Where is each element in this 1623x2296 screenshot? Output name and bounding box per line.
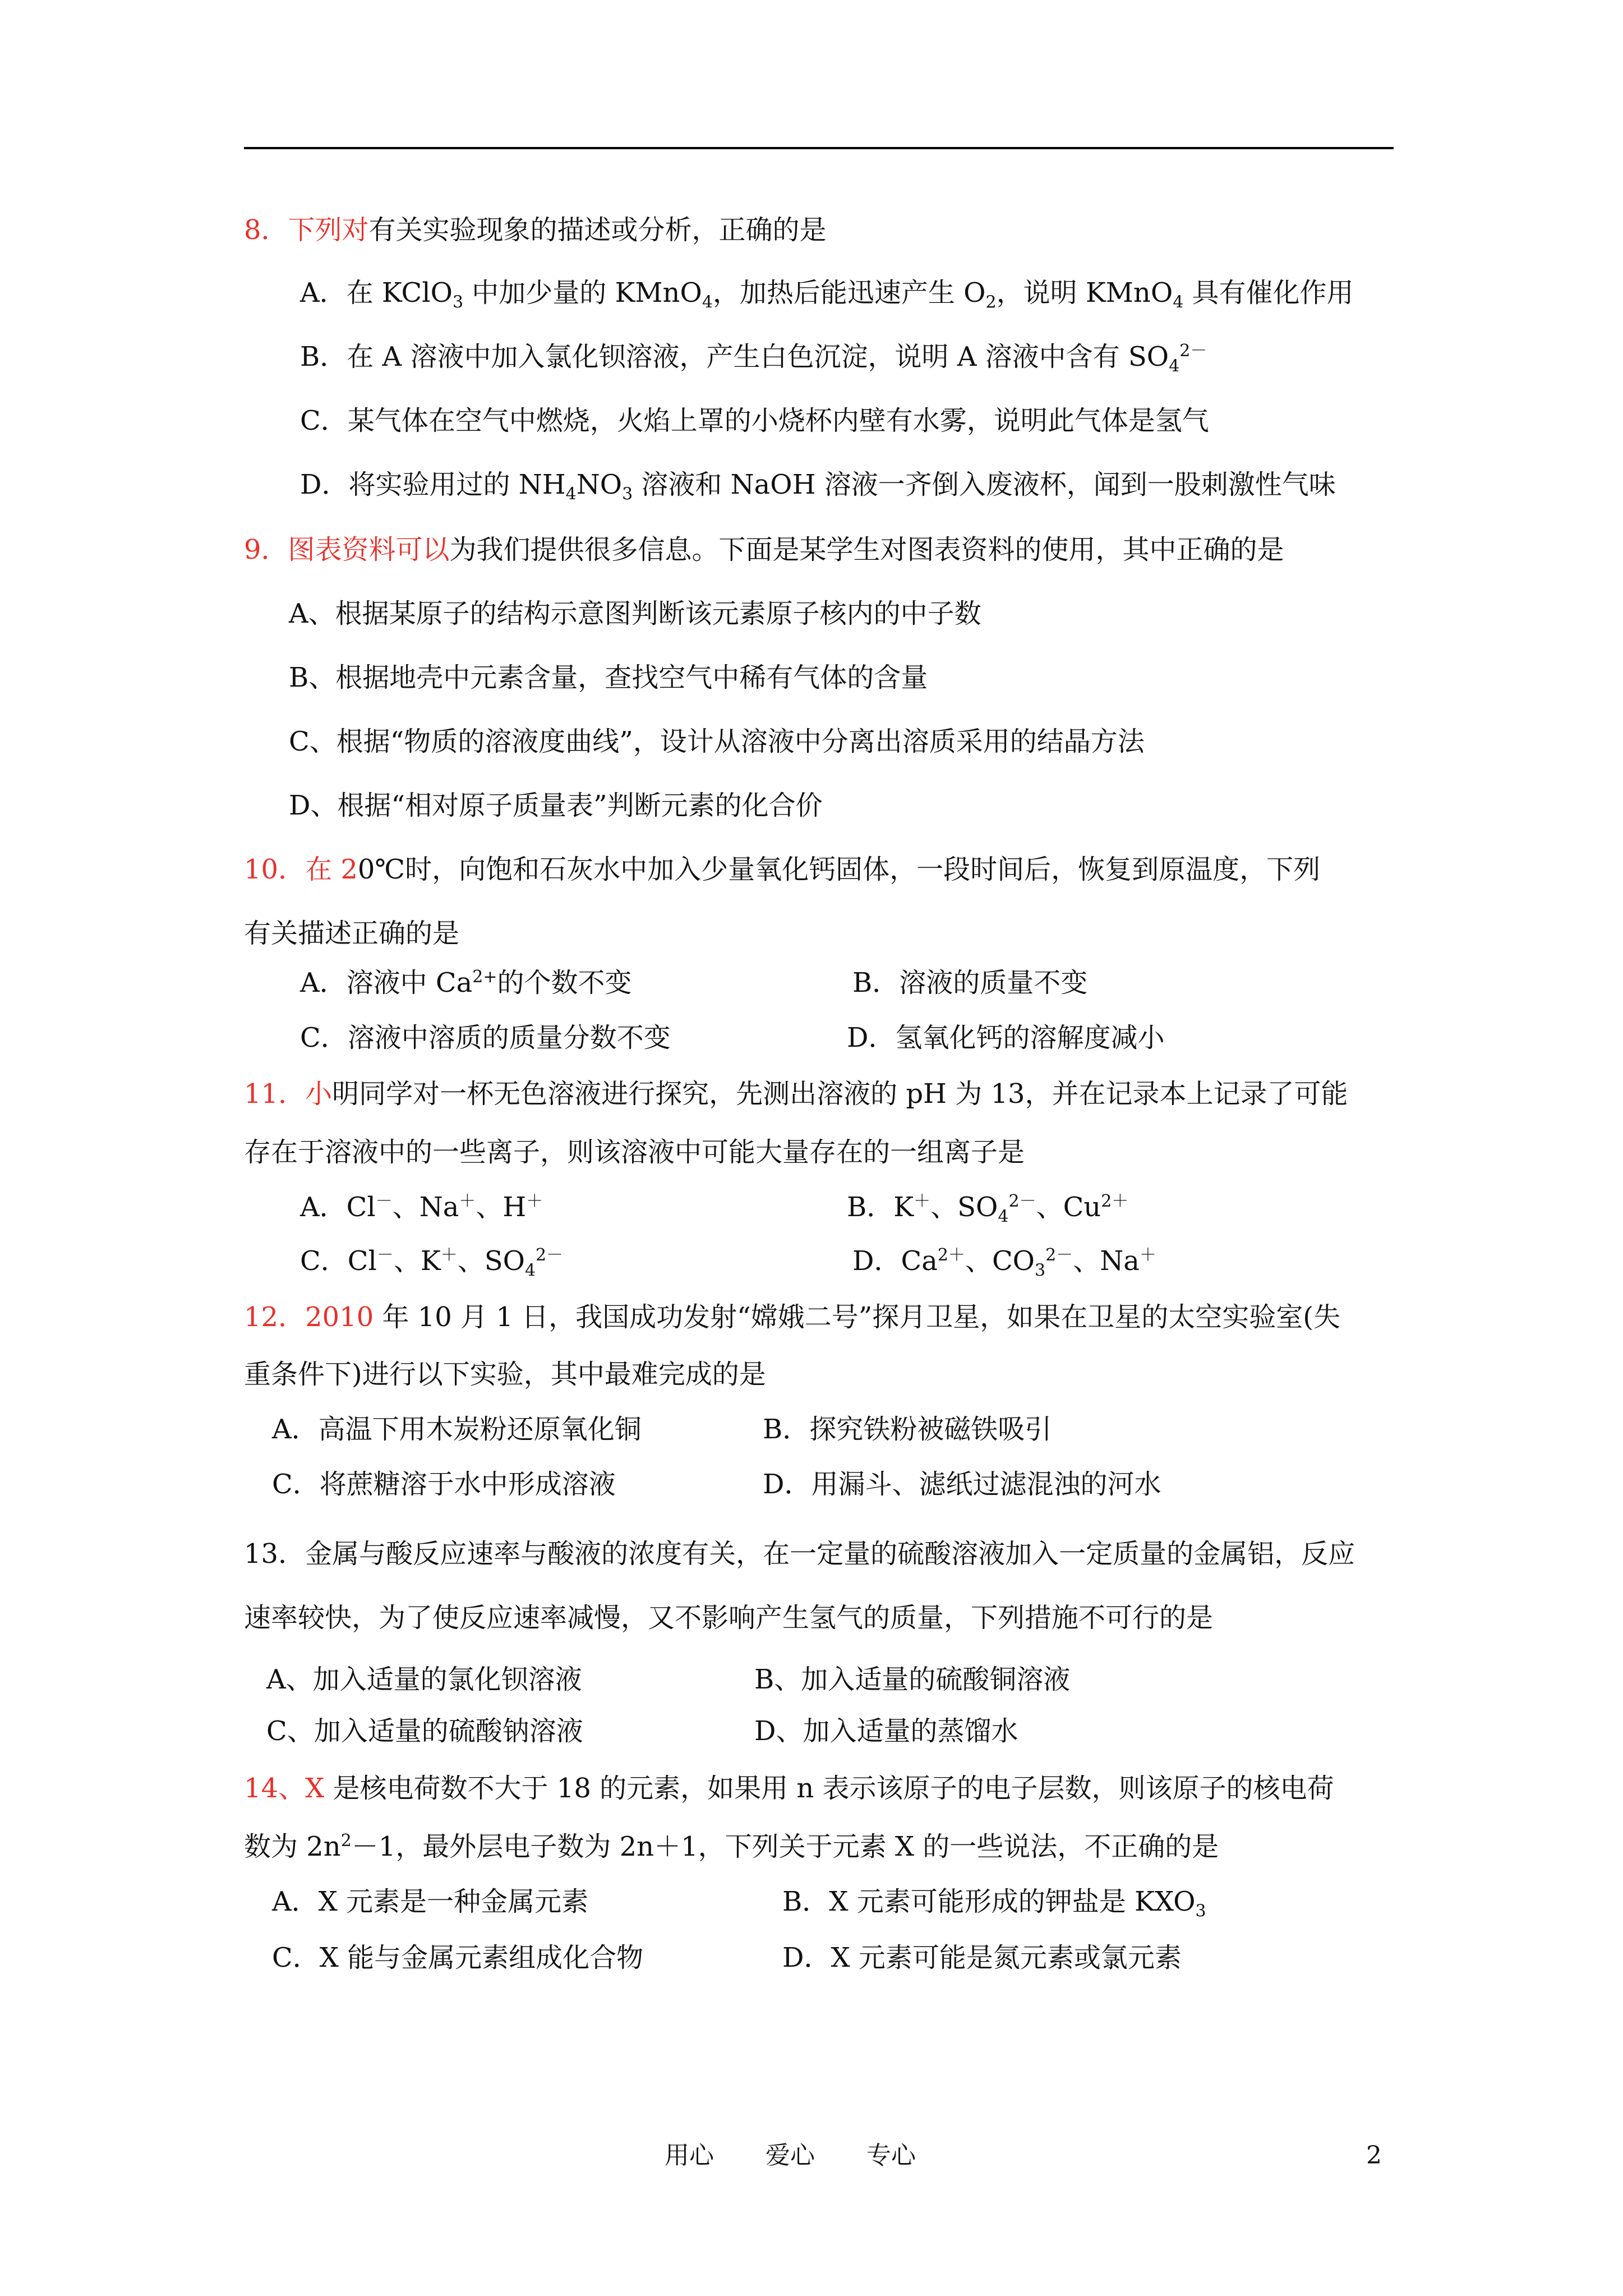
q8-option-d: D．将实验用过的 $NH_4NO_3$ 溶液和 NaOH 溶液一齐倒入废液杯，闻到一股刺激性气味 xyxy=(300,469,1336,504)
q10-option-d: D．氢氧化钙的溶解度减小 xyxy=(847,1022,1165,1053)
footer-text-left: 用心 xyxy=(665,2141,714,2170)
q10-option-c: C．溶液中溶质的质量分数不变 xyxy=(300,1022,671,1053)
q9-option-d: D、根据“相对原子质量表”判断元素的化合价 xyxy=(289,790,823,821)
q12-option-a: A．高温下用木炭粉还原氧化铜 xyxy=(272,1414,642,1445)
q9-option-b: B、根据地壳中元素含量，查找空气中稀有气体的含量 xyxy=(289,662,928,693)
q13-stem-line2: 速率较快，为了使反应速率减慢，又不影响产生氢气的质量，下列措施不可行的是 xyxy=(244,1602,1214,1634)
q10-option-b: B．溶液的质量不变 xyxy=(852,967,1088,999)
q11-option-d: D．$Ca^{2+}$、$CO_3^{2-}$、Na＋ xyxy=(852,1245,1156,1281)
q14-stem-line1: 14、X 是核电荷数不大于 18 的元素，如果用 n 表示该原子的电子层数，则该原子的核电荷 xyxy=(244,1773,1334,1804)
q11-option-c: C．Cl－、K＋、$SO_4^{2-}$ xyxy=(300,1245,564,1281)
q14-stem-line2: 数为 $2n^2-1$，最外层电子数为 2n＋1，下列关于元素 X 的一些说法，不正确的是 xyxy=(244,1831,1219,1862)
q9-option-a: A、根据某原子的结构示意图判断该元素原子核内的中子数 xyxy=(289,598,981,629)
q10-stem-line1: 10．在 20℃时，向饱和石灰水中加入少量氧化钙固体，一段时间后，恢复到原温度，下列 xyxy=(244,854,1321,885)
q8-option-c: C．某气体在空气中燃烧，火焰上罩的小烧杯内壁有水雾，说明此气体是氢气 xyxy=(300,405,1209,436)
q13-stem-line1: 13．金属与酸反应速率与酸液的浓度有关，在一定量的硫酸溶液加入一定质量的金属铝，反应 xyxy=(244,1538,1355,1570)
q9-option-c: C、根据“物质的溶液度曲线”，设计从溶液中分离出溶质采用的结晶方法 xyxy=(289,726,1145,757)
q14-option-d: D．X 元素可能是氮元素或氯元素 xyxy=(782,1942,1182,1973)
q8-option-a: A．在 KClO$_3$ 中加少量的 KMnO$_4$，加热后能迅速产生 $O_2$，说明 KMnO$_4$ 具有催化作用 xyxy=(300,277,1354,312)
q13-option-a: A、加入适量的氯化钡溶液 xyxy=(266,1664,582,1695)
q9-stem: 9．图表资料可以为我们提供很多信息。下面是某学生对图表资料的使用，其中正确的是 xyxy=(244,534,1284,565)
header-rule xyxy=(244,147,1394,149)
footer-text-right: 专心 xyxy=(866,2141,916,2170)
q12-option-c: C．将蔗糖溶于水中形成溶液 xyxy=(272,1469,616,1500)
q8-option-b: B．在 A 溶液中加入氯化钡溶液，产生白色沉淀，说明 A 溶液中含有 $SO_4^{2-}$ xyxy=(300,341,1207,376)
q13-option-d: D、加入适量的蒸馏水 xyxy=(754,1715,1018,1747)
q14-option-c: C．X 能与金属元素组成化合物 xyxy=(272,1942,644,1973)
q13-option-b: B、加入适量的硫酸铜溶液 xyxy=(754,1664,1071,1695)
q8-stem: 8．下列对有关实验现象的描述或分析，正确的是 xyxy=(244,214,827,246)
footer-text-middle: 爱心 xyxy=(766,2141,815,2170)
q14-option-b: B．X 元素可能形成的钾盐是 $KXO_3$ xyxy=(782,1886,1206,1921)
q12-stem-line2: 重条件下)进行以下实验，其中最难完成的是 xyxy=(244,1359,766,1390)
q12-option-b: B．探究铁粉被磁铁吸引 xyxy=(763,1414,1052,1445)
page-number: 2 xyxy=(1366,2141,1382,2170)
q11-stem-line2: 存在于溶液中的一些离子，则该溶液中可能大量存在的一组离子是 xyxy=(244,1137,1025,1168)
q11-stem-line1: 11．小明同学对一杯无色溶液进行探究，先测出溶液的 pH 为 13，并在记录本上记录了可能 xyxy=(244,1078,1348,1110)
q10-stem-line2: 有关描述正确的是 xyxy=(244,918,460,949)
q14-option-a: A．X 元素是一种金属元素 xyxy=(272,1886,589,1917)
q13-option-c: C、加入适量的硫酸钠溶液 xyxy=(266,1715,583,1747)
q10-option-a: A．溶液中 $Ca^{2+}$的个数不变 xyxy=(300,967,632,999)
q12-option-d: D．用漏斗、滤纸过滤混浊的河水 xyxy=(763,1469,1161,1500)
q11-option-b: B．K＋、$SO_4^{2-}$、$Cu^{2+}$ xyxy=(847,1191,1129,1227)
q11-option-a: A．Cl－、Na＋、H＋ xyxy=(300,1191,543,1223)
q12-stem-line1: 12．2010 年 10 月 1 日，我国成功发射“嫦娥二号”探月卫星，如果在卫星的太空实验室(失 xyxy=(244,1301,1340,1333)
